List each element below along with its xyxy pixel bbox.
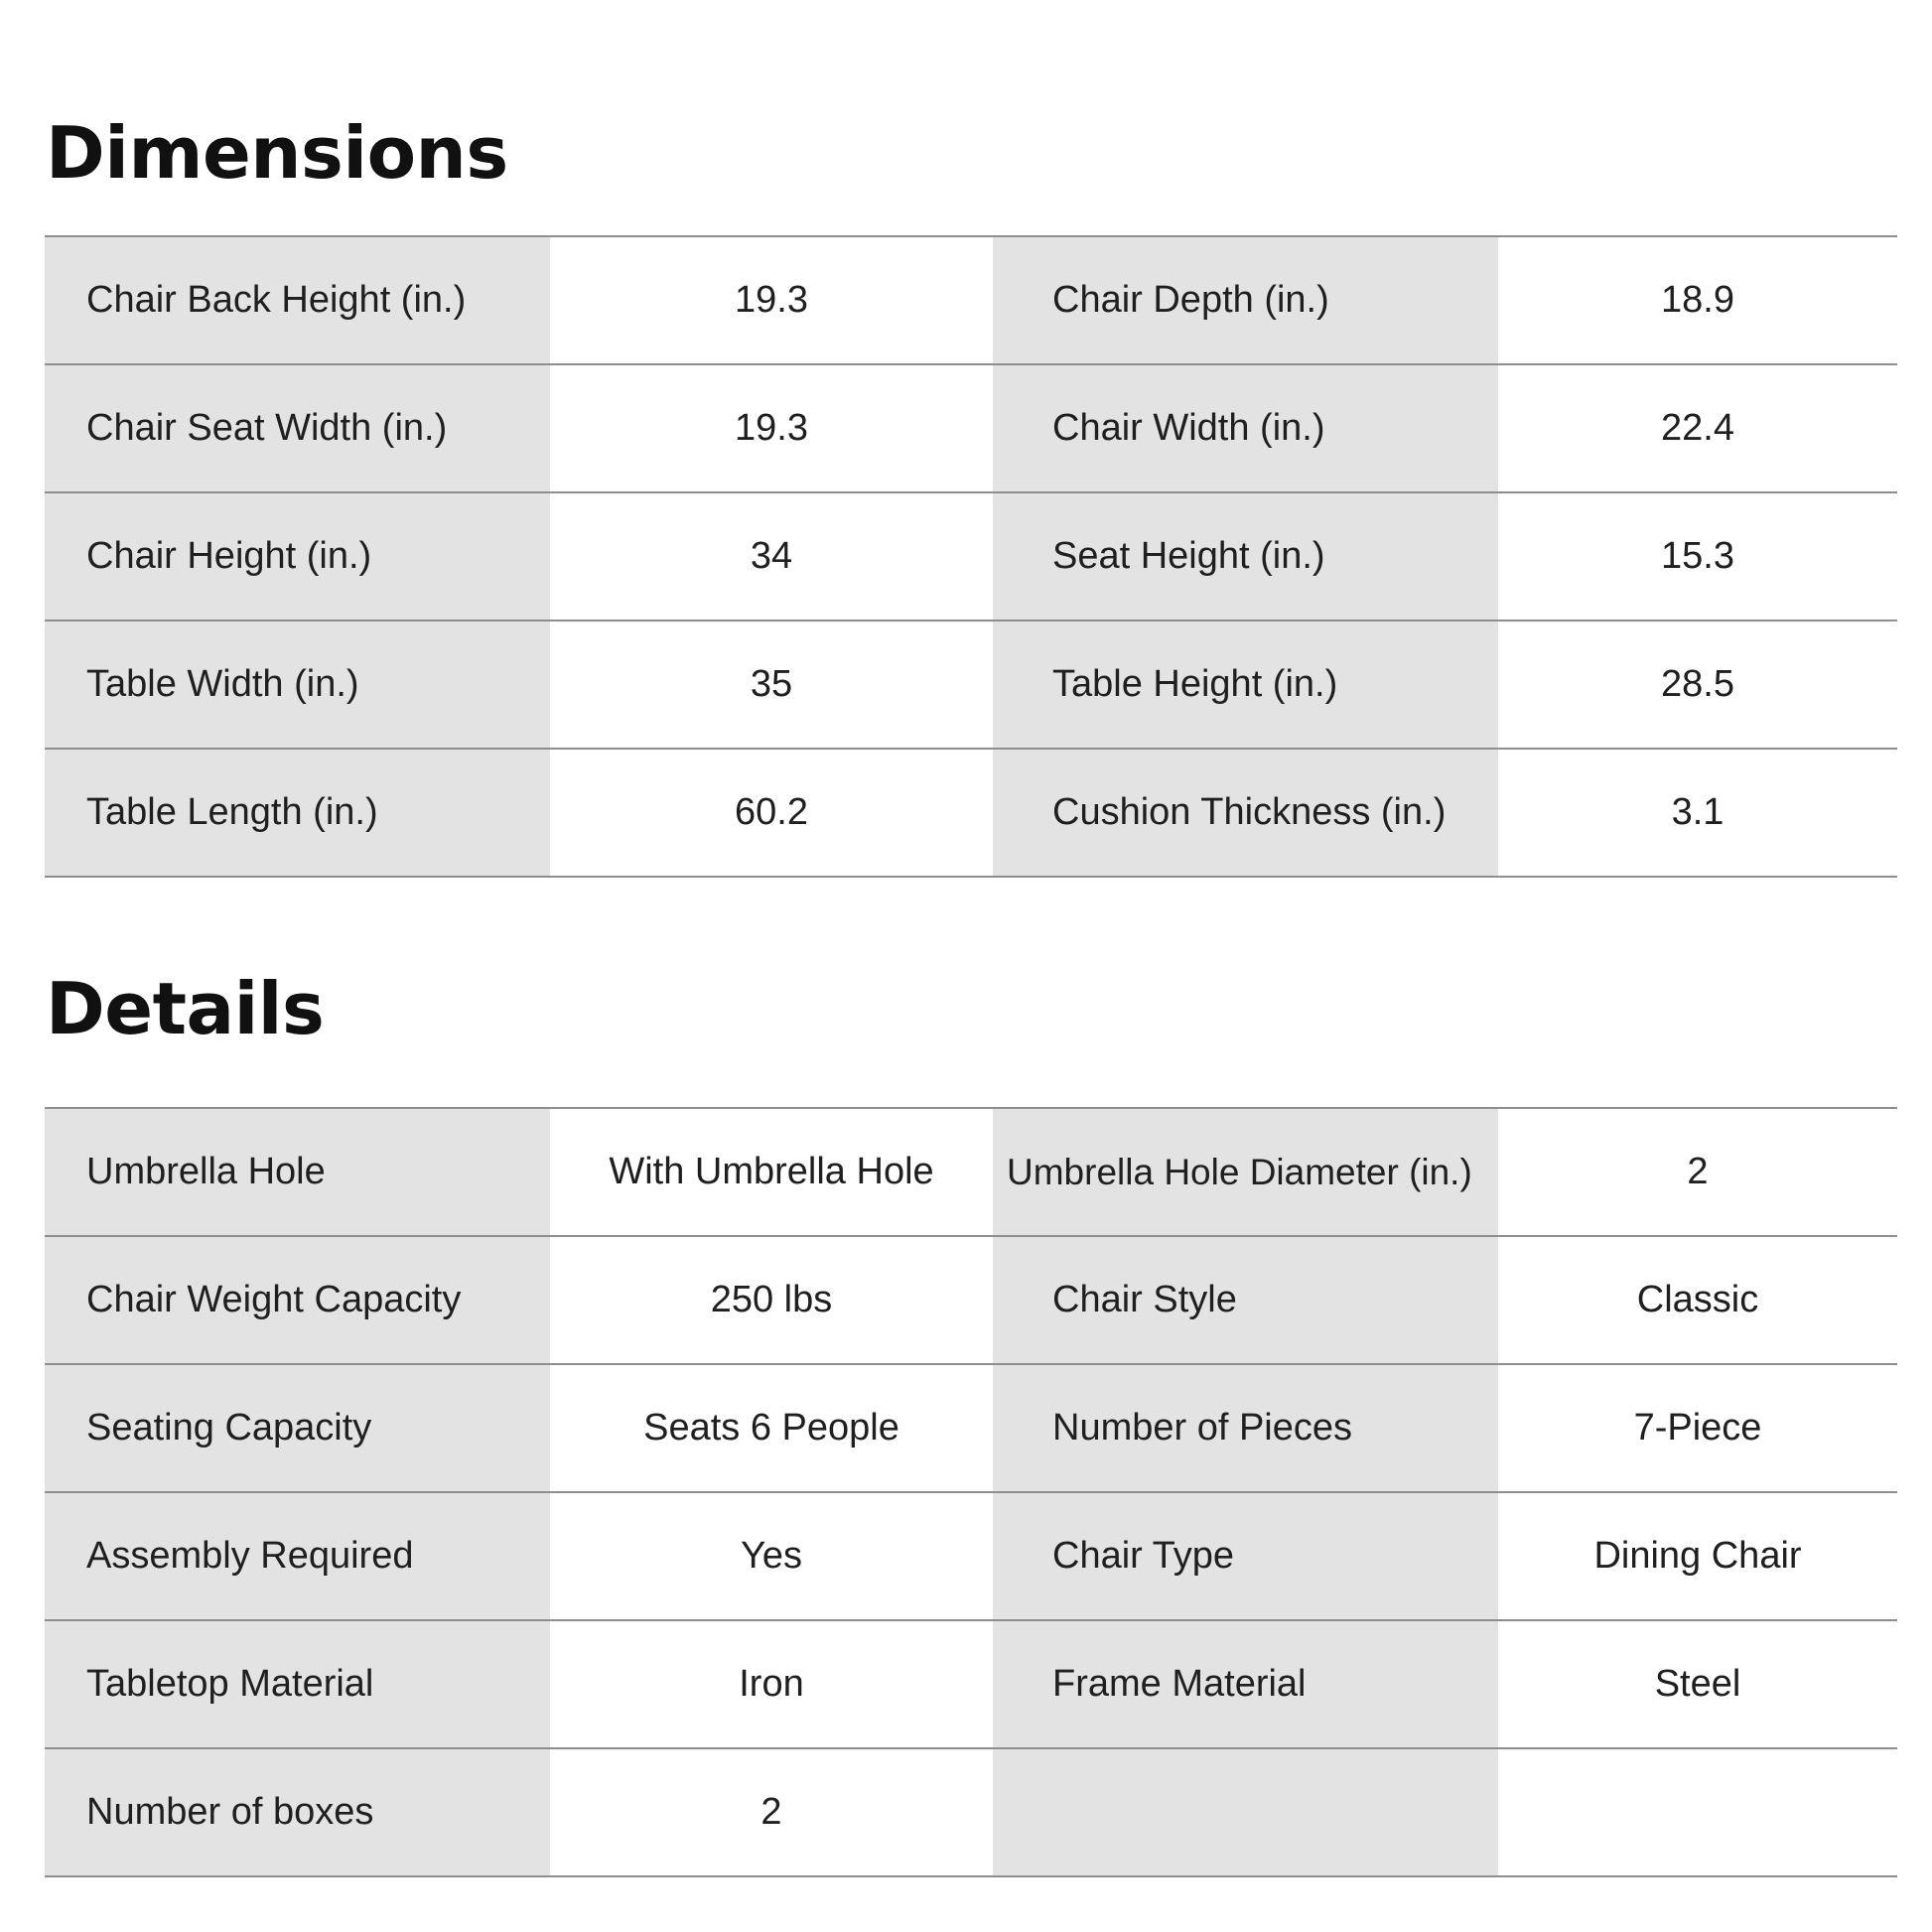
- empty-value-cell: [1498, 1748, 1897, 1876]
- spec-label: Chair Weight Capacity: [45, 1236, 550, 1364]
- spec-label: Table Width (in.): [45, 621, 550, 749]
- spec-value: Yes: [550, 1492, 993, 1620]
- spec-value: 18.9: [1498, 236, 1897, 364]
- spec-value: Seats 6 People: [550, 1364, 993, 1492]
- spec-label: Number of Pieces: [993, 1364, 1498, 1492]
- spec-label: Umbrella Hole Diameter (in.): [993, 1108, 1498, 1236]
- spec-label: Umbrella Hole: [45, 1108, 550, 1236]
- spec-label: Chair Depth (in.): [993, 236, 1498, 364]
- spec-label: Assembly Required: [45, 1492, 550, 1620]
- spec-label: Chair Type: [993, 1492, 1498, 1620]
- table-row: [45, 749, 1897, 877]
- spec-value: 7-Piece: [1498, 1364, 1897, 1492]
- spec-value: 3.1: [1498, 749, 1897, 877]
- spec-value: Iron: [550, 1620, 993, 1748]
- spec-value: With Umbrella Hole: [550, 1108, 993, 1236]
- table-row: [45, 364, 1897, 492]
- spec-value: Steel: [1498, 1620, 1897, 1748]
- table-row: [45, 1108, 1897, 1236]
- spec-label: Chair Seat Width (in.): [45, 364, 550, 492]
- table-row: [45, 1364, 1897, 1492]
- empty-label-cell: [993, 1748, 1498, 1876]
- spec-value: 2: [1498, 1108, 1897, 1236]
- spec-label: Chair Style: [993, 1236, 1498, 1364]
- spec-label: Frame Material: [993, 1620, 1498, 1748]
- spec-value: 28.5: [1498, 621, 1897, 749]
- spec-label: Table Height (in.): [993, 621, 1498, 749]
- table-row: [45, 1236, 1897, 1364]
- spec-value: 35: [550, 621, 993, 749]
- spec-label: Cushion Thickness (in.): [993, 749, 1498, 877]
- spec-value: 250 lbs: [550, 1236, 993, 1364]
- spec-label: Table Length (in.): [45, 749, 550, 877]
- spec-label: Tabletop Material: [45, 1620, 550, 1748]
- table-row: [45, 236, 1897, 364]
- table-row: [45, 492, 1897, 621]
- spec-value: 22.4: [1498, 364, 1897, 492]
- table-row: [45, 1620, 1897, 1748]
- spec-label: Chair Height (in.): [45, 492, 550, 621]
- table-row: [45, 1748, 1897, 1876]
- spec-value: 34: [550, 492, 993, 621]
- dimensions-heading: Dimensions: [46, 111, 508, 195]
- table-row: [45, 621, 1897, 749]
- details-table: [45, 1107, 1897, 1877]
- table-row: [45, 1492, 1897, 1620]
- spec-value: 19.3: [550, 364, 993, 492]
- spec-value: 19.3: [550, 236, 993, 364]
- spec-value: Dining Chair: [1498, 1492, 1897, 1620]
- spec-label: Chair Width (in.): [993, 364, 1498, 492]
- spec-value: 2: [550, 1748, 993, 1876]
- spec-label: Seating Capacity: [45, 1364, 550, 1492]
- spec-label: Number of boxes: [45, 1748, 550, 1876]
- details-heading: Details: [46, 967, 325, 1050]
- dimensions-table: [45, 235, 1897, 878]
- spec-label: Chair Back Height (in.): [45, 236, 550, 364]
- spec-value: 60.2: [550, 749, 993, 877]
- spec-label: Seat Height (in.): [993, 492, 1498, 621]
- spec-value: Classic: [1498, 1236, 1897, 1364]
- spec-value: 15.3: [1498, 492, 1897, 621]
